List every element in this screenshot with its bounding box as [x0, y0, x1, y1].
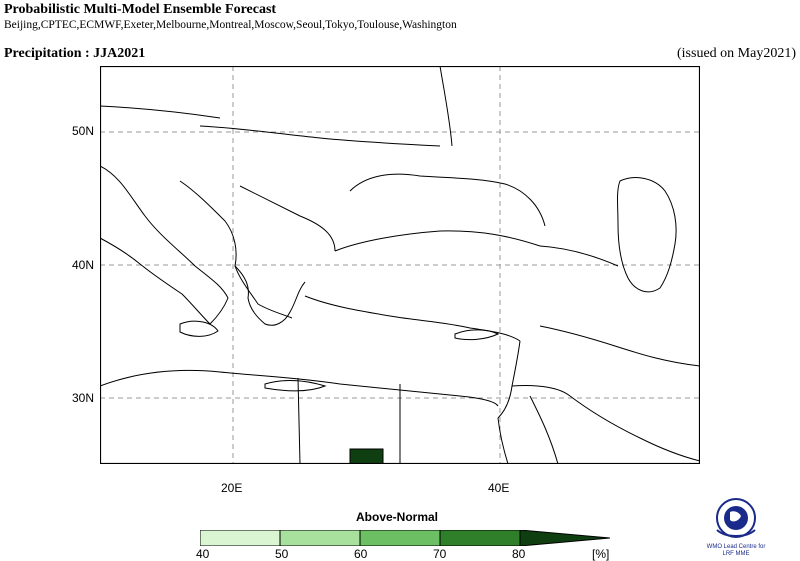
colorbar-block — [440, 530, 520, 546]
lat-label-30n: 30N — [71, 391, 94, 405]
variable-title: Precipitation : JJA2021 — [4, 46, 146, 61]
contributing-centres: Beijing,CPTEC,ECMWF,Exeter,Melbourne,Montreal,Moscow,Seoul,Tokyo,Toulouse,Washington — [4, 19, 457, 31]
probability-cell — [350, 449, 383, 464]
issued-date: (issued on May2021) — [677, 46, 796, 61]
lon-label-40e: 40E — [488, 481, 510, 495]
lon-label-20e: 20E — [221, 481, 243, 495]
colorbar-block — [360, 530, 440, 546]
colorbar — [200, 530, 610, 546]
map-panel — [100, 66, 700, 464]
colorbar-tick: 60 — [354, 547, 368, 561]
colorbar-block — [280, 530, 360, 546]
colorbar-tick: 40 — [196, 547, 210, 561]
wmo-logo-caption: WMO Lead Centre for LRF MME — [706, 544, 766, 557]
colorbar-unit: [%] — [592, 547, 610, 561]
legend-title: Above-Normal — [356, 510, 439, 524]
forecast-title: Probabilistic Multi-Model Ensemble Forecast — [4, 2, 277, 17]
lat-label-50n: 50N — [71, 124, 94, 138]
colorbar-tick: 80 — [512, 547, 526, 561]
colorbar-tick: 50 — [275, 547, 289, 561]
colorbar-tick: 70 — [433, 547, 447, 561]
lat-label-40n: 40N — [71, 258, 94, 272]
colorbar-block — [200, 530, 280, 546]
